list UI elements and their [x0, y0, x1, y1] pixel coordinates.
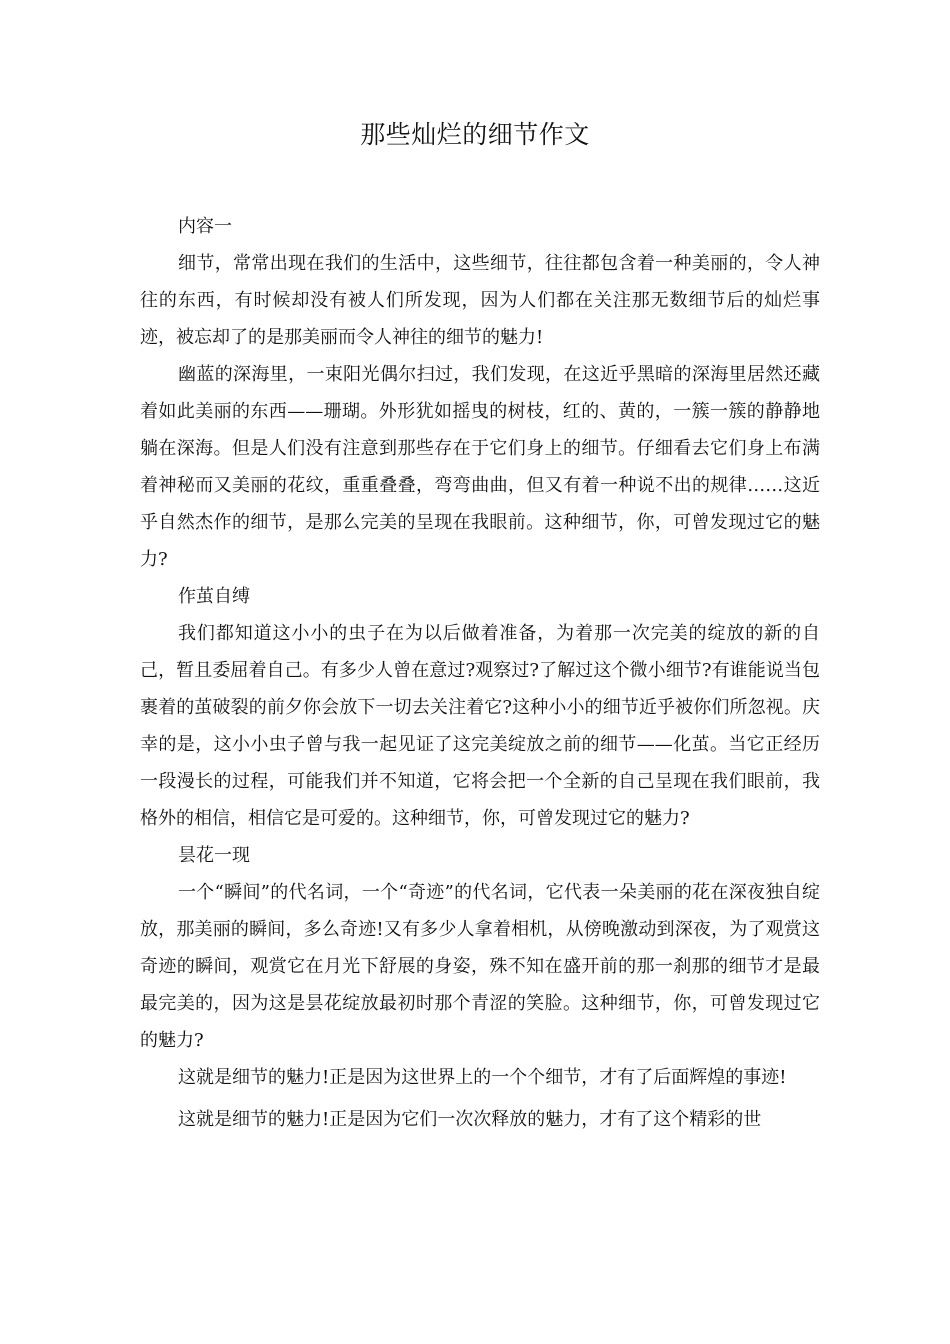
paragraph: 这就是细节的魅力!正是因为它们一次次释放的魅力，才有了这个精彩的世: [178, 1109, 762, 1130]
paragraph: 我们都知道这小小的虫子在为以后做着准备，为着那一次完美的绽放的新的自己，暂且委屈着自己。有多少人曾在意过?观察过?了解过这个微小细节?有谁能说当包裹着的茧破裂的前夕你会放下一切去关注着它?这种小小的细节近乎被你们所忽视。庆幸的是，这小小虫子曾与我一起见证了这完美绽放之前的细节——化茧。当它正经历一段漫长的过程，可能我们并不知道，它将会把一个全新的自己呈现在我们眼前，我格外的相信，相信它是可爱的。这种细节，你，可曾发现过它的魅力?: [140, 623, 820, 829]
document-body: [140, 208, 820, 1138]
paragraph: 幽蓝的深海里，一束阳光偶尔扫过，我们发现，在这近乎黑暗的深海里居然还藏着如此美丽的东西——珊瑚。外形犹如摇曳的树枝，红的、黄的，一簇一簇的静静地躺在深海。但是人们没有注意到那些存在于它们身上的细节。仔细看去它们身上布满着神秘而又美丽的花纹，重重叠叠，弯弯曲曲，但又有着一种说不出的规律……这近乎自然杰作的细节，是那么完美的呈现在我眼前。这种细节，你，可曾发现过它的魅力?: [140, 364, 820, 570]
paragraph: 细节，常常出现在我们的生活中，这些细节，往往都包含着一种美丽的，令人神往的东西，有时候却没有被人们所发现，因为人们都在关注那无数细节后的灿烂事迹，被忘却了的是那美丽而令人神往的细节的魅力!: [140, 253, 820, 348]
paragraph-subheading: 作茧自缚: [178, 586, 250, 607]
paragraph-subheading: 昙花一现: [178, 845, 250, 866]
paragraph: 这就是细节的魅力!正是因为这世界上的一个个细节，才有了后面辉煌的事迹!: [178, 1067, 787, 1088]
paragraph-section-heading: 内容一: [178, 216, 232, 237]
paragraph: 一个“瞬间”的代名词，一个“奇迹”的代名词，它代表一朵美丽的花在深夜独自绽放，那美丽的瞬间，多么奇迹!又有多少人拿着相机，从傍晚激动到深夜，为了观赏这奇迹的瞬间，观赏它在月光下舒展的身姿，殊不知在盛开前的那一刹那的细节才是最最完美的，因为这是昙花绽放最初时那个青涩的笑脸。这种细节，你，可曾发现过它的魅力?: [140, 882, 820, 1051]
document-title: 那些灿烂的细节作文: [360, 120, 590, 149]
